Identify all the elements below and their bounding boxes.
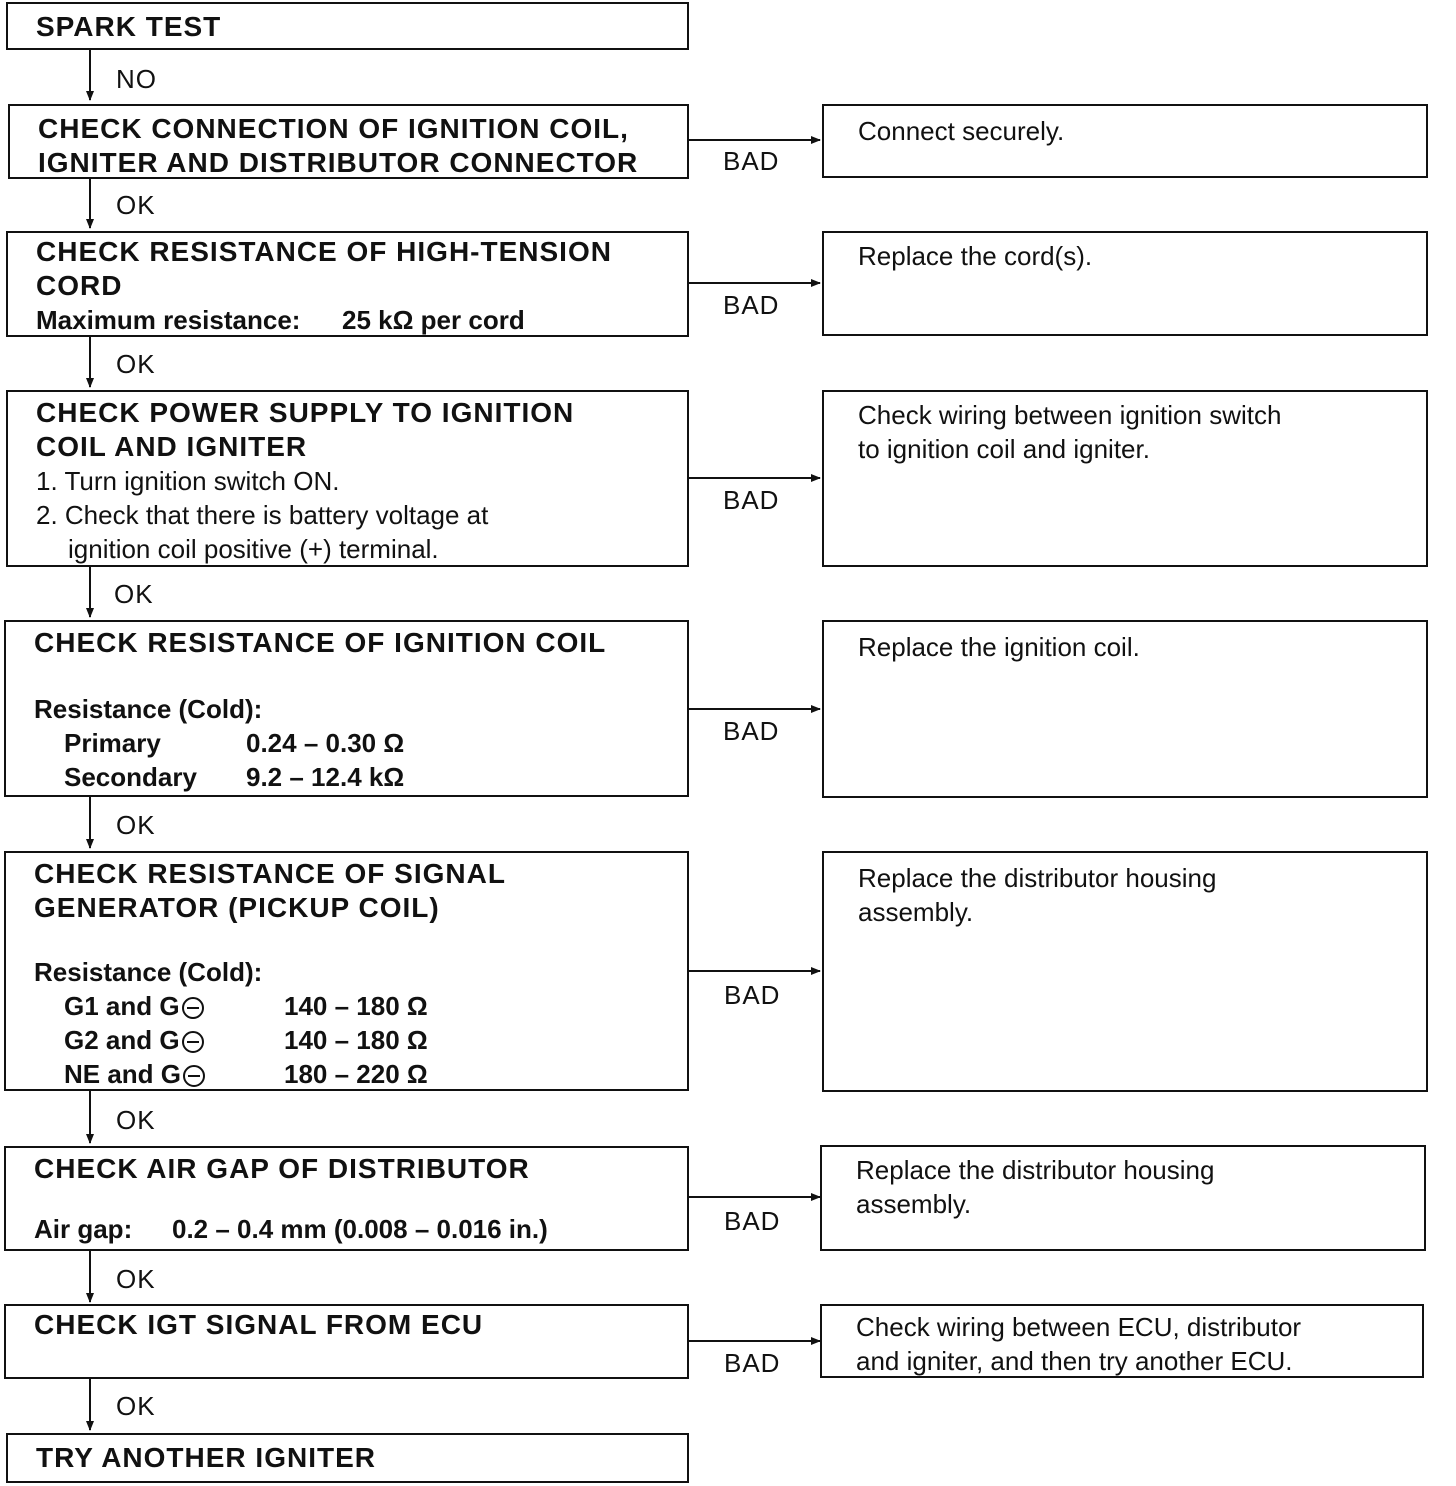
- action-text: Check wiring between ignition switch: [858, 400, 1282, 430]
- air-gap-spec: [34, 1212, 687, 1246]
- action-text: Replace the distributor housing: [856, 1155, 1215, 1185]
- bad-label: BAD: [723, 485, 780, 515]
- action-check-wiring-ecu: [820, 1304, 1424, 1378]
- step-check-igt-signal: [4, 1304, 689, 1379]
- action-text: Connect securely.: [858, 116, 1065, 146]
- ground-minus-icon: [182, 1031, 204, 1053]
- spec-value: 0.2 – 0.4 mm (0.008 – 0.016 in.): [172, 1214, 548, 1244]
- bad-label: BAD: [724, 980, 781, 1010]
- ok-label: OK: [116, 1105, 156, 1135]
- max-resistance-spec: [36, 303, 687, 337]
- ok-label: OK: [116, 1264, 156, 1294]
- spec-value: 0.24 – 0.30 Ω: [246, 728, 405, 758]
- action-replace-cords: [822, 231, 1428, 336]
- spec-name: Secondary: [64, 762, 197, 792]
- step-title-line: CHECK RESISTANCE OF SIGNAL: [34, 858, 506, 889]
- spark-test-title: SPARK TEST: [36, 11, 222, 42]
- action-text: Replace the cord(s).: [858, 241, 1093, 271]
- spec-row-g2: [34, 1023, 687, 1057]
- action-check-wiring-ignition: [822, 390, 1428, 567]
- step-title-line: GENERATOR (PICKUP COIL): [34, 892, 440, 923]
- action-text: Replace the ignition coil.: [858, 632, 1140, 662]
- ok-label: OK: [116, 349, 156, 379]
- ok-label: OK: [116, 810, 156, 840]
- step-sub-line: 2. Check that there is battery voltage at: [36, 500, 489, 530]
- step-check-power-supply: [6, 390, 689, 567]
- action-text: to ignition coil and igniter.: [858, 434, 1150, 464]
- action-text: Replace the distributor housing: [858, 863, 1217, 893]
- bad-label: BAD: [723, 146, 780, 176]
- spec-value: 9.2 – 12.4 kΩ: [246, 762, 405, 792]
- step-check-high-tension-cord: [6, 231, 689, 337]
- step-title-line: CHECK RESISTANCE OF HIGH-TENSION: [36, 236, 612, 267]
- action-text: and igniter, and then try another ECU.: [856, 1346, 1293, 1376]
- spec-row-g1: [34, 989, 687, 1023]
- action-replace-distributor-housing-1: [822, 851, 1428, 1092]
- spec-name: G2 and G: [64, 1025, 180, 1055]
- action-text: assembly.: [858, 897, 974, 927]
- ground-minus-icon: [182, 997, 204, 1019]
- spec-value: 180 – 220 Ω: [284, 1059, 428, 1089]
- ground-minus-icon: [183, 1065, 205, 1087]
- spec-row-secondary: [34, 760, 687, 794]
- spec-name: Primary: [64, 728, 161, 758]
- step-title-line: CHECK AIR GAP OF DISTRIBUTOR: [34, 1153, 530, 1184]
- action-replace-distributor-housing-2: [820, 1145, 1426, 1251]
- spec-label: Maximum resistance:: [36, 305, 301, 335]
- step-check-ignition-coil: [4, 620, 689, 797]
- spec-value: 140 – 180 Ω: [284, 991, 428, 1021]
- step-title-line: CHECK CONNECTION OF IGNITION COIL,: [38, 113, 629, 144]
- action-connect-securely: [822, 104, 1428, 178]
- end-title: TRY ANOTHER IGNITER: [36, 1442, 376, 1473]
- end-try-another-igniter: [6, 1433, 689, 1483]
- step-check-connection: [8, 104, 689, 179]
- action-replace-ignition-coil: [822, 620, 1428, 798]
- step-check-signal-generator: [4, 851, 689, 1091]
- step-title-line: CHECK IGT SIGNAL FROM ECU: [34, 1309, 484, 1340]
- spec-name: G1 and G: [64, 991, 180, 1021]
- ok-label: OK: [114, 579, 154, 609]
- step-check-air-gap: [4, 1146, 689, 1251]
- spec-label: Air gap:: [34, 1214, 133, 1244]
- step-sub-line: 1. Turn ignition switch ON.: [36, 466, 340, 496]
- bad-label: BAD: [724, 1348, 781, 1378]
- step-title-line: COIL AND IGNITER: [36, 431, 308, 462]
- step-title-line: IGNITER AND DISTRIBUTOR CONNECTOR: [38, 147, 639, 178]
- spec-value: 140 – 180 Ω: [284, 1025, 428, 1055]
- spec-row-primary: [34, 726, 687, 760]
- bad-label: BAD: [724, 1206, 781, 1236]
- step-sub-line: ignition coil positive (+) terminal.: [68, 534, 439, 564]
- spec-header: Resistance (Cold):: [34, 957, 263, 987]
- bad-label: BAD: [723, 290, 780, 320]
- step-title-line: CHECK POWER SUPPLY TO IGNITION: [36, 397, 575, 428]
- no-label: NO: [116, 64, 157, 94]
- ok-label: OK: [116, 1391, 156, 1421]
- ok-label: OK: [116, 190, 156, 220]
- step-title-line: CORD: [36, 270, 123, 301]
- spec-name: NE and G: [64, 1059, 182, 1089]
- bad-label: BAD: [723, 716, 780, 746]
- spec-row-ne: [34, 1057, 687, 1091]
- spec-value: 25 kΩ per cord: [342, 305, 525, 335]
- spark-test-box: [6, 2, 689, 50]
- step-title-line: CHECK RESISTANCE OF IGNITION COIL: [34, 627, 607, 658]
- action-text: Check wiring between ECU, distributor: [856, 1312, 1302, 1342]
- spec-header: Resistance (Cold):: [34, 694, 263, 724]
- action-text: assembly.: [856, 1189, 972, 1219]
